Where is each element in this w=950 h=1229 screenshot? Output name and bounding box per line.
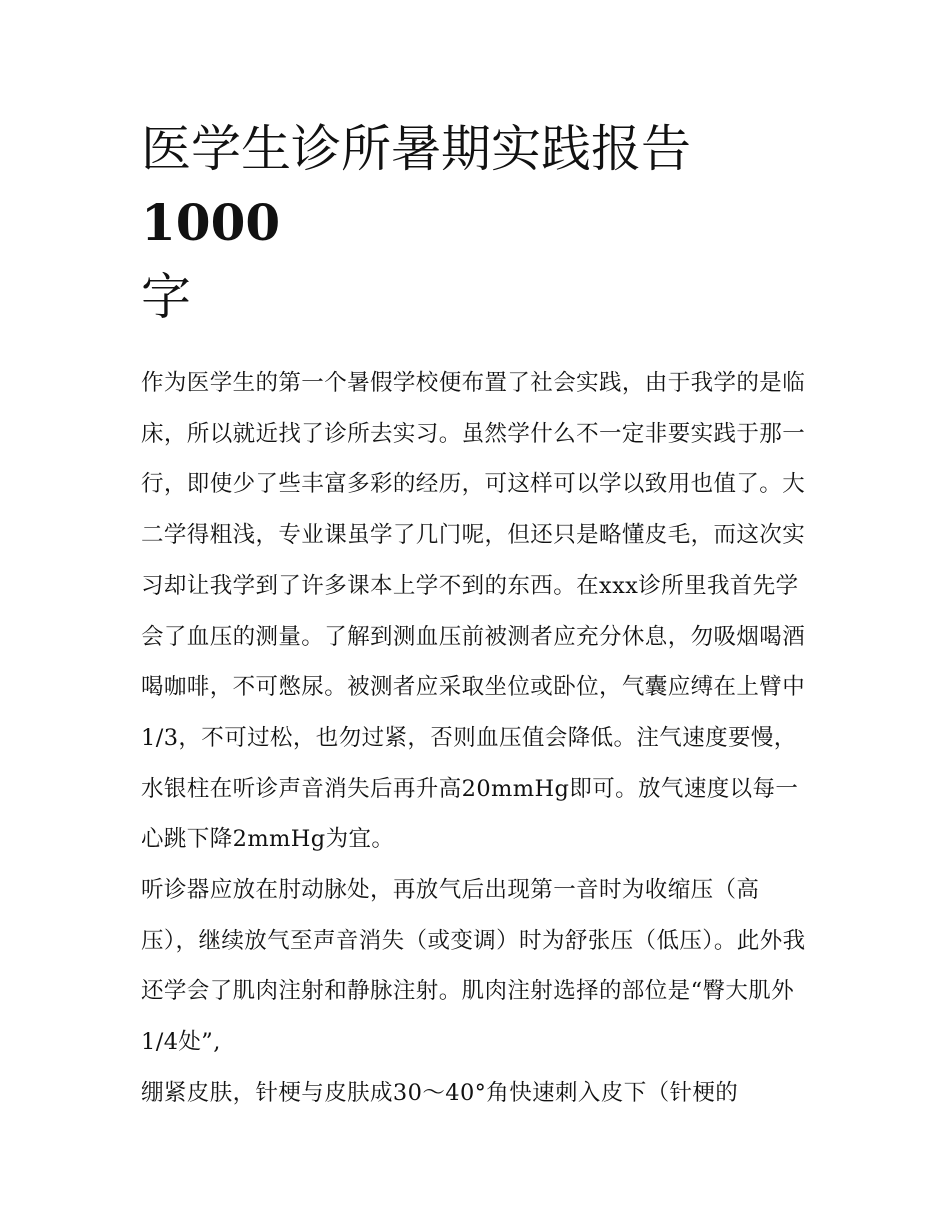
document-title [141, 112, 813, 334]
paragraph-injection: 绷紧皮肤，针梗与皮肤成30～40°角快速刺入皮下（针梗的 [141, 1079, 739, 1106]
title-main: 医学生诊所暑期实践报告 [141, 120, 691, 178]
document-body [141, 358, 813, 1119]
paragraph-stethoscope: 听诊器应放在肘动脉处，再放气后出现第一音时为收缩压（高压），继续放气至声音消失（或变调）时为舒张压（低压）。此外我还学会了肌肉注射和静脉注射。肌肉注射选择的部位是“臀大肌外1/4处”, [141, 877, 806, 1056]
title-number: 1000 [141, 193, 281, 252]
title-tail: 字 [141, 268, 191, 326]
paragraph-blood-pressure: 作为医学生的第一个暑假学校便布置了社会实践，由于我学的是临床，所以就近找了诊所去实习。虽然学什么不一定非要实践于那一行，即使少了些丰富多彩的经历，可这样可以学以致用也值了。大二学得粗浅，专业课虽学了几门呢，但还只是略懂皮毛，而这次实习却让我学到了许多课本上学不到的东西。在xxx诊所里我首先学会了血压的测量。了解到测血压前被测者应充分休息，勿吸烟喝酒喝咖啡，不可憋尿。被测者应采取坐位或卧位，气囊应缚在上臂中1/3，不可过松，也勿过紧，否则血压值会降低。注气速度要慢，水银柱在听诊声音消失后再升高20mmHg即可。放气速度以每一心跳下降2mmHg为宜。 [141, 370, 806, 853]
document-content [141, 112, 813, 1119]
